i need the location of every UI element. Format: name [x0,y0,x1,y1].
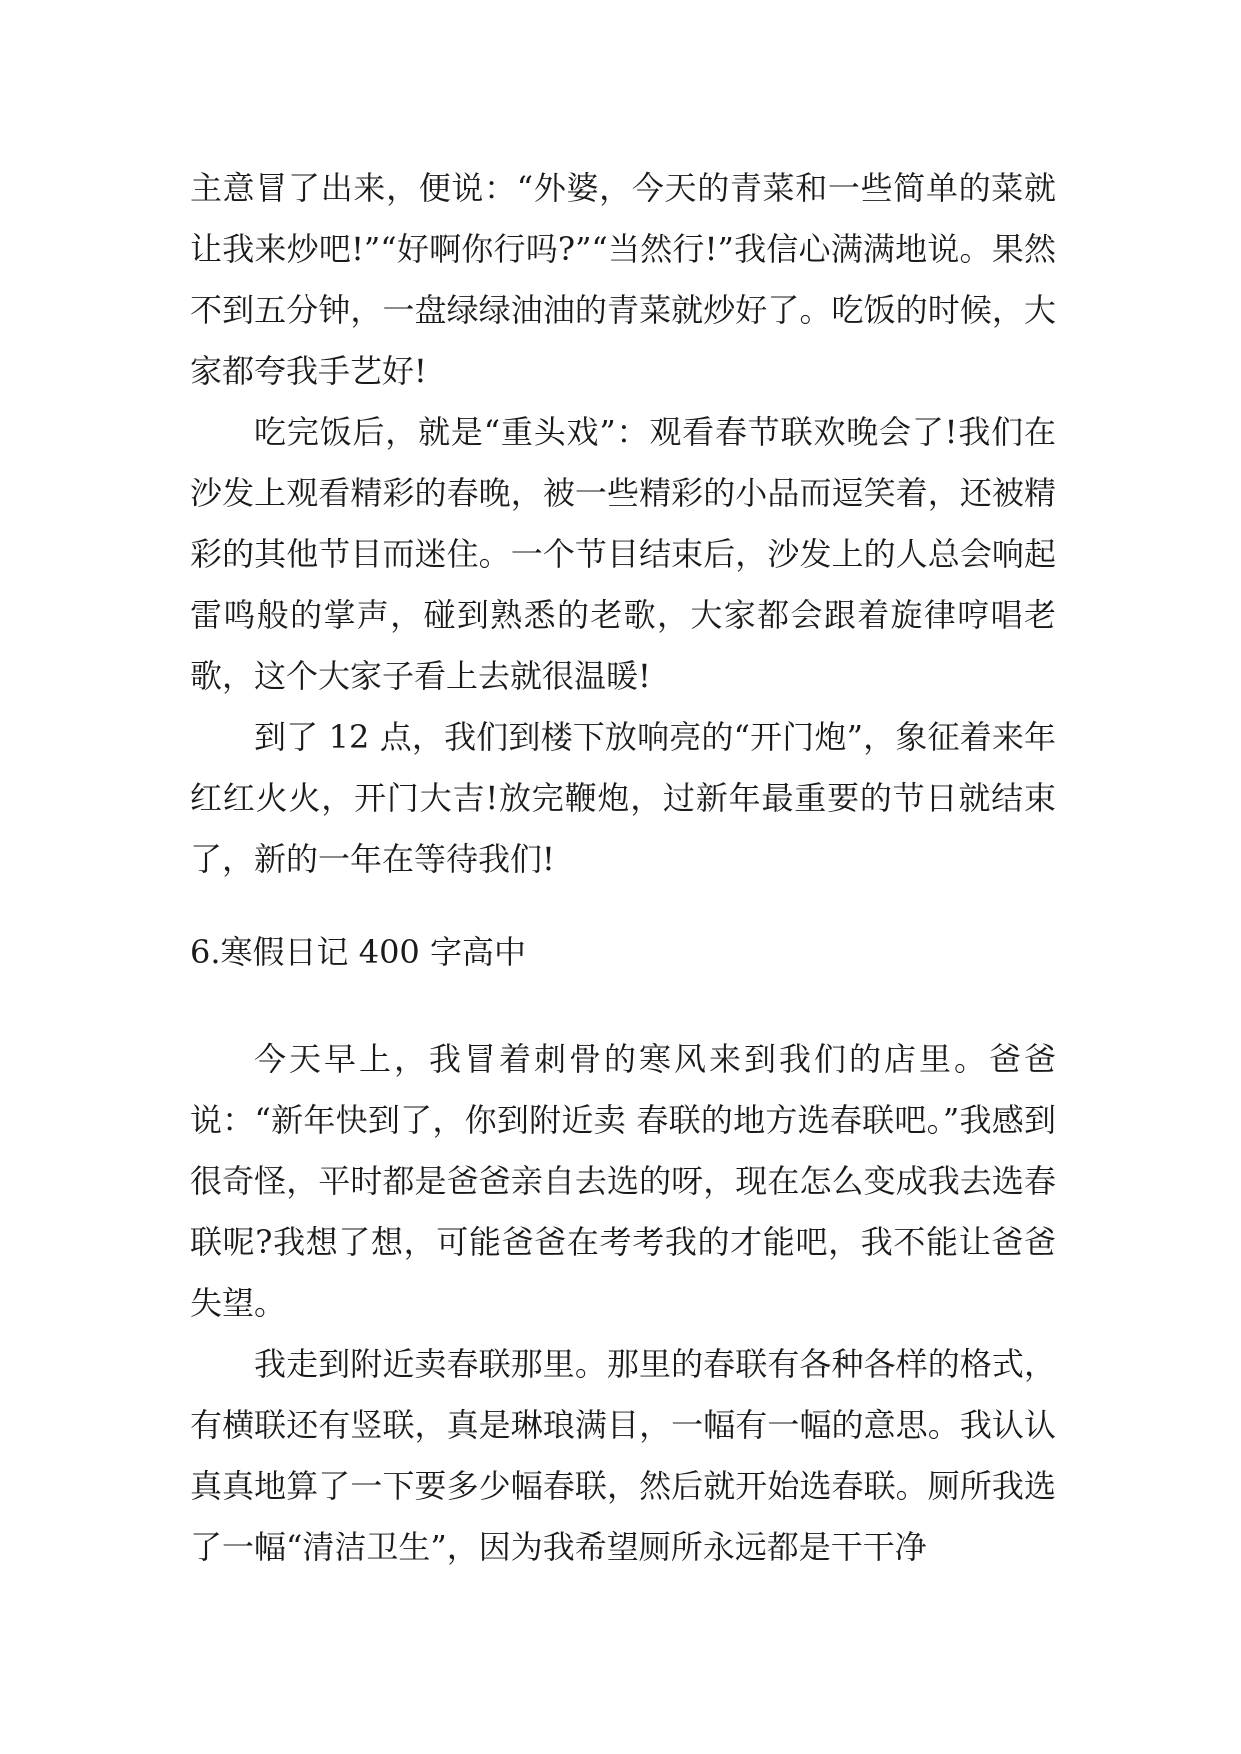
body-text-top [190,158,1056,890]
paragraph: 吃完饭后，就是“重头戏”：观看春节联欢晚会了!我们在沙发上观看精彩的春晚，被一些精彩的小品而逗笑着，还被精彩的其他节目而迷住。一个节目结束后，沙发上的人总会响起雷鸣般的掌声，碰到熟悉的老歌，大家都会跟着旋律哼唱老歌，这个大家子看上去就很温暖! [190,413,1056,695]
section-heading: 6.寒假日记 400 字高中 [190,933,526,971]
paragraph-continuation: 主意冒了出来，便说：“外婆，今天的青菜和一些简单的菜就让我来炒吧!”“好啊你行吗?”“当然行!”我信心满满地说。果然不到五分钟，一盘绿绿油油的青菜就炒好了。吃饭的时候，大家都夸我手艺好! [190,169,1056,390]
body-text-bottom [190,1029,1056,1578]
paragraph: 我走到附近卖春联那里。那里的春联有各种各样的格式，有横联还有竖联，真是琳琅满目，一幅有一幅的意思。我认认真真地算了一下要多少幅春联，然后就开始选春联。厕所我选了一幅“清洁卫生”，因为我希望厕所永远都是干干净 [190,1345,1056,1566]
section-heading-block [190,922,1056,983]
paragraph: 到了 12 点，我们到楼下放响亮的“开门炮”，象征着来年红红火火，开门大吉!放完鞭炮，过新年最重要的节日就结束了，新的一年在等待我们! [190,718,1056,878]
paragraph: 今天早上，我冒着刺骨的寒风来到我们的店里。爸爸说：“新年快到了，你到附近卖 春联的地方选春联吧。”我感到很奇怪，平时都是爸爸亲自去选的呀，现在怎么变成我去选春联呢?我想了想，可能爸爸在考考我的才能吧，我不能让爸爸失望。 [190,1040,1056,1322]
